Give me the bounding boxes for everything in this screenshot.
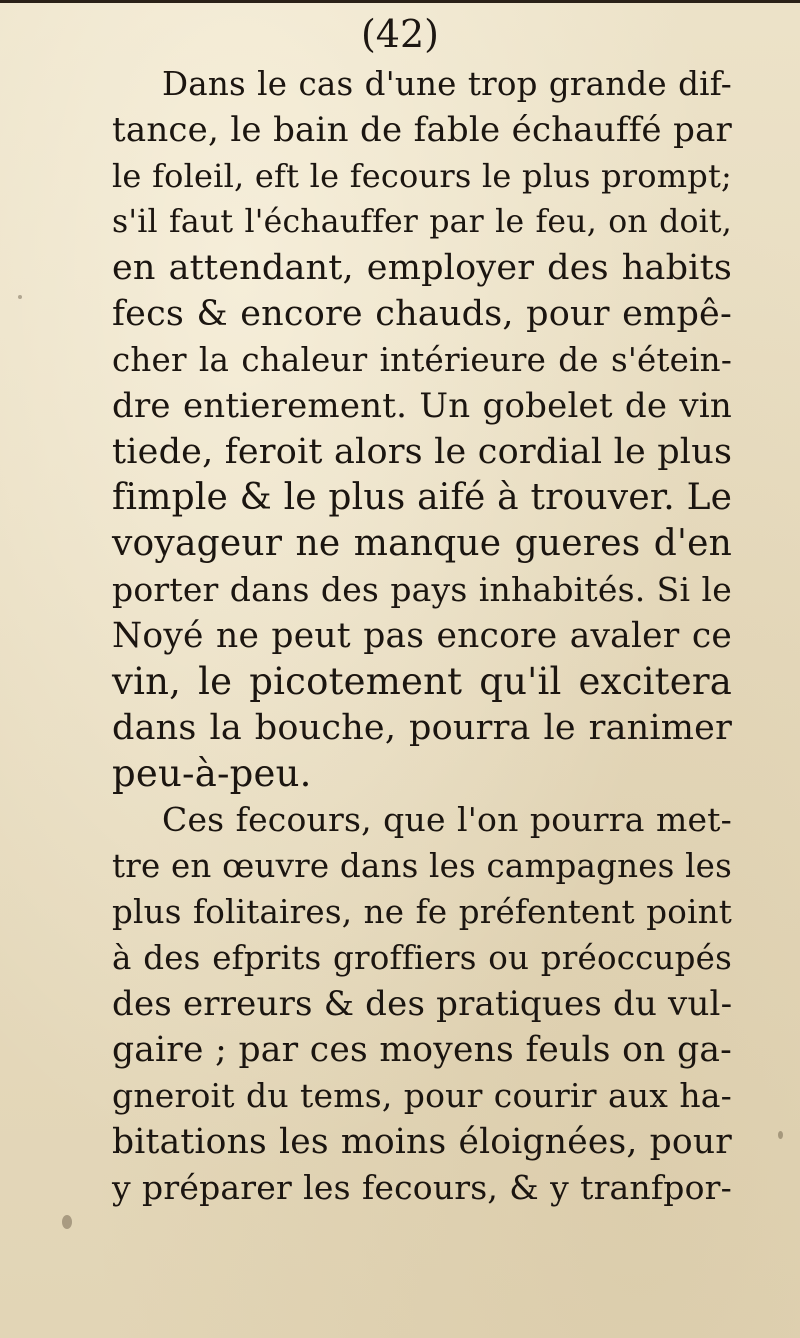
text-line: tiede, feroit alors le cordial le plus xyxy=(112,432,733,472)
text-line: plus folitaires, ne fe préfentent point xyxy=(112,893,732,931)
text-line: cher la chaleur intérieure de s'étein- xyxy=(112,341,732,379)
body-text xyxy=(112,61,732,1211)
text-line: voyageur ne manque gueres d'en xyxy=(112,523,732,564)
text-line: dans la bouche, pourra le ranimer xyxy=(112,708,732,748)
page-number: (42) xyxy=(360,12,439,56)
text-line: Noyé ne peut pas encore avaler ce xyxy=(112,616,732,656)
text-line: Dans le cas d'une trop grande dif- xyxy=(162,65,732,103)
text-line: fecs & encore chauds, pour empê- xyxy=(112,294,732,334)
paper-speck xyxy=(62,1215,72,1229)
text-line: tre en œuvre dans les campagnes les xyxy=(112,847,732,885)
text-line: fimple & le plus aifé à trouver. Le xyxy=(112,477,733,518)
paragraph-2 xyxy=(112,797,732,1211)
text-line: s'il faut l'échauffer par le feu, on doit, xyxy=(112,204,732,240)
text-line: y préparer les fecours, & y tranfpor- xyxy=(112,1168,732,1207)
text-line: dre entierement. Un gobelet de vin xyxy=(112,386,732,426)
text-line: à des efprits groffiers ou préoccupés xyxy=(112,939,732,977)
text-line: gneroit du tems, pour courir aux ha- xyxy=(112,1076,732,1115)
paper-speck xyxy=(778,1131,783,1139)
text-line: tance, le bain de fable échauffé par xyxy=(112,110,732,150)
text-line: le foleil, eft le fecours le plus prompt; xyxy=(112,157,732,195)
paragraph-1 xyxy=(112,61,732,797)
paper-speck xyxy=(18,295,22,299)
text-line: bitations les moins éloignées, pour xyxy=(112,1122,732,1162)
text-line: Ces fecours, que l'on pourra met- xyxy=(162,800,732,839)
text-line: porter dans des pays inhabités. Si le xyxy=(112,570,732,609)
text-line: peu-à-peu. xyxy=(112,752,312,795)
text-line: vin, le picotement qu'il excitera xyxy=(112,660,732,703)
text-line: en attendant, employer des habits xyxy=(112,248,732,288)
text-line: des erreurs & des pratiques du vul- xyxy=(112,984,733,1024)
text-line: gaire ; par ces moyens feuls on ga- xyxy=(112,1030,732,1070)
